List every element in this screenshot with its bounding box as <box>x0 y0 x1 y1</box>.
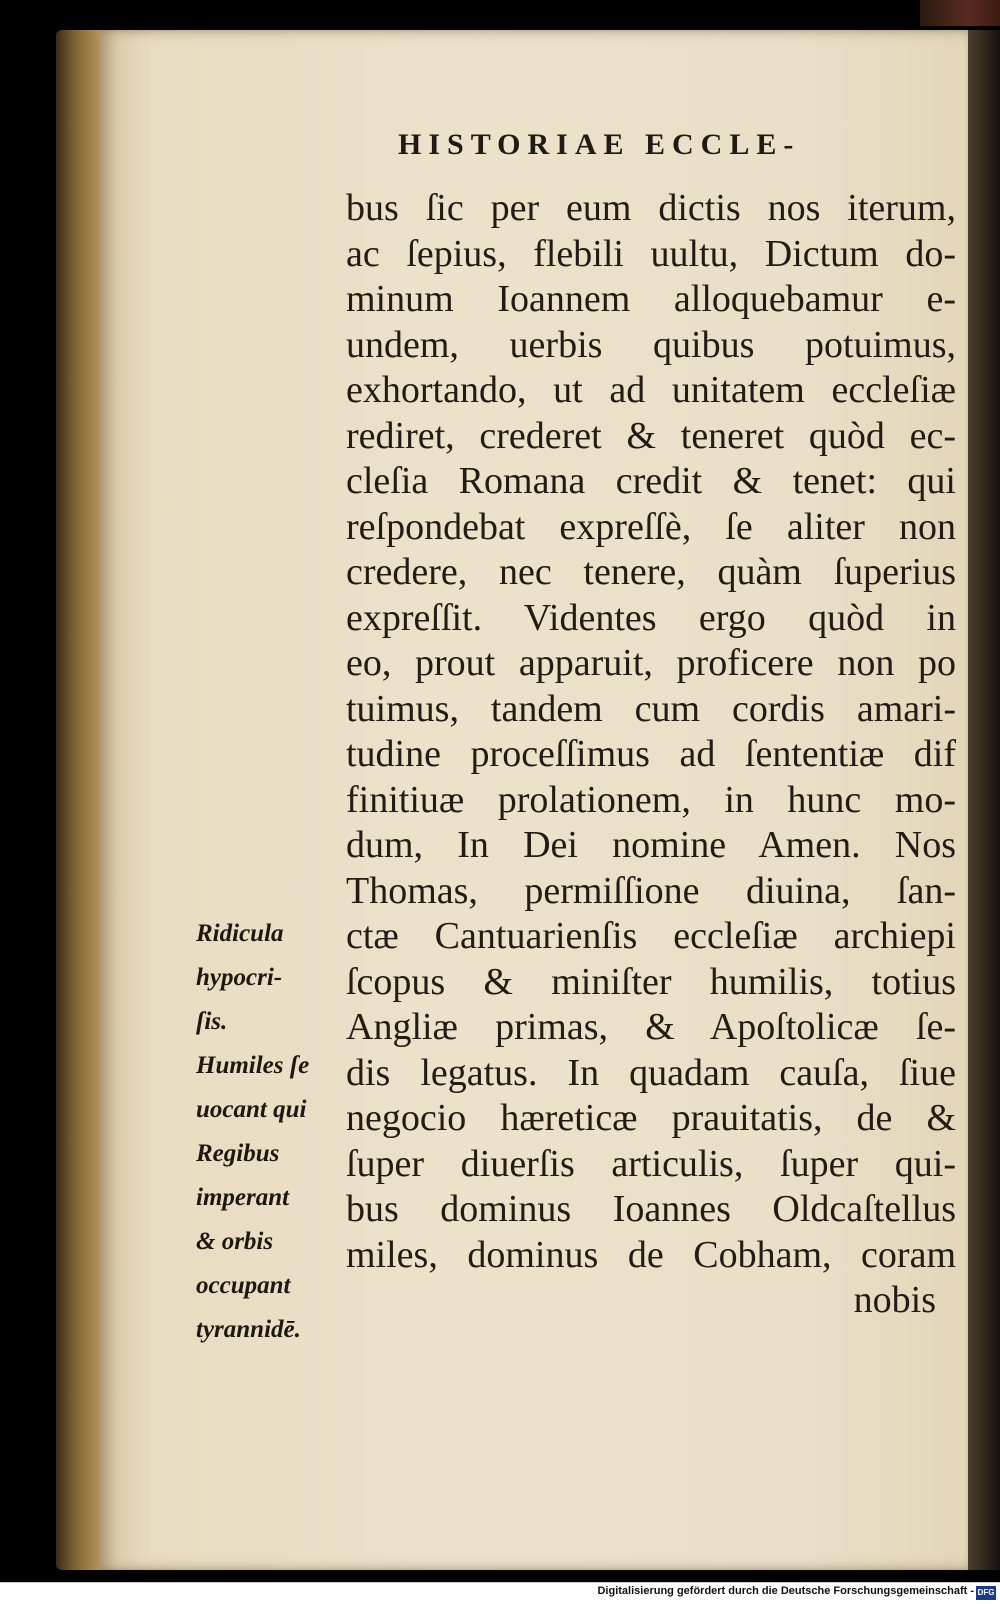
digitization-footer <box>0 1582 1000 1604</box>
marginal-note-line: Regibus <box>196 1140 280 1167</box>
text-line: exhortando, ut ad unitatem eccleſiæ <box>346 369 956 411</box>
text-line: bus ſic per eum dictis nos iterum, <box>346 187 956 229</box>
marginal-note-line: occupant <box>196 1272 291 1299</box>
text-line: expreſſit. Videntes ergo quòd in <box>346 596 956 639</box>
text-line: reſpondebat expreſſè, ſe aliter non <box>346 505 956 548</box>
book-binding-shadow <box>968 30 1000 1570</box>
marginal-note-line: Humiles ſe <box>196 1052 310 1079</box>
text-line: bus dominus Ioannes Oldcaſtellus <box>346 1188 956 1230</box>
running-head: HISTORIAE ECCLE- <box>398 128 801 161</box>
marginal-note-line: uocant qui <box>196 1096 307 1123</box>
marginal-note <box>196 912 346 1352</box>
text-line: tuimus, tandem cum cordis amari- <box>346 687 956 730</box>
text-line: ſcopus & miniſter humilis, totius <box>346 960 956 1003</box>
main-text-block <box>346 186 956 1324</box>
text-line: tudine proceſſimus ad ſententiæ dif <box>346 733 956 775</box>
text-line: undem, uerbis quibus potuimus, <box>346 323 956 366</box>
marginal-note-line: Ridicula <box>196 920 284 947</box>
footer-credit: Digitalisierung gefördert durch die Deutsche Forschungsgemeinschaft - <box>597 1585 974 1597</box>
text-line: miles, dominus de Cobham, coram <box>346 1233 956 1276</box>
text-line: ac ſepius, flebili uultu, Dictum do- <box>346 232 956 275</box>
text-line: cleſia Romana credit & tenet: qui <box>346 460 956 502</box>
text-line: Thomas, permiſſione diuina, ſan- <box>346 869 956 912</box>
text-line: negocio hæreticæ prauitatis, de & <box>346 1097 956 1139</box>
marginal-note-line: & orbis <box>196 1228 274 1255</box>
marginal-note-line: ſis. <box>196 1008 228 1035</box>
text-line: Angliæ primas, & Apoſtolicæ ſe- <box>346 1006 956 1048</box>
marginal-note-line: imperant <box>196 1184 290 1211</box>
text-line: minum Ioannem alloquebamur e- <box>346 278 956 320</box>
book-corner-decoration <box>920 0 1000 26</box>
text-line: ſuper diuerſis articulis, ſuper qui- <box>346 1142 956 1185</box>
text-line: dis legatus. In quadam cauſa, ſiue <box>346 1051 956 1094</box>
text-line: dum, In Dei nomine Amen. Nos <box>346 824 956 866</box>
text-line: nobis <box>853 1279 936 1321</box>
marginal-note-line: tyrannidē. <box>196 1316 301 1343</box>
text-line: credere, nec tenere, quàm ſuperius <box>346 551 956 593</box>
text-line: finitiuæ prolationem, in hunc mo- <box>346 778 956 821</box>
text-line: eo, prout apparuit, proficere non po <box>346 642 956 684</box>
text-line: ctæ Cantuarienſis eccleſiæ archiepi <box>346 915 956 957</box>
text-line: rediret, crederet & teneret quòd ec- <box>346 414 956 457</box>
dfg-logo: DFG <box>976 1586 996 1600</box>
marginal-note-line: hypocri- <box>196 964 283 991</box>
